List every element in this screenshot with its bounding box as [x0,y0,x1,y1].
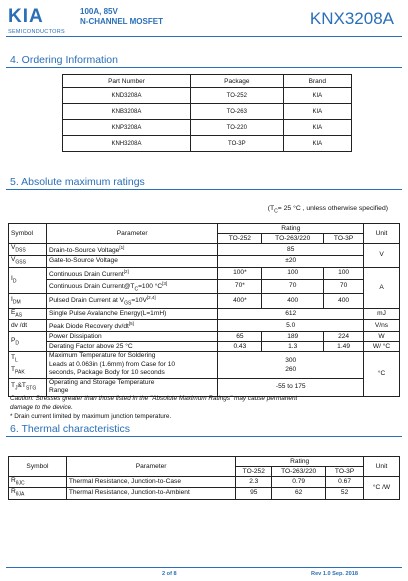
logo-subtitle: SEMICONDUCTORS [8,29,65,35]
header-cell: Unit [364,224,400,244]
unit-cell: °C /W [364,477,400,500]
company-logo: KIA [8,6,44,27]
value-cell: 70 [324,279,364,294]
value-cell: 400* [218,294,262,309]
value-cell: 189 [262,332,324,342]
parameter-cell: Pulsed Drain Current at $V_{GS}=10V[2,4]$ [46,294,217,309]
table-row [9,342,400,352]
symbol-cell: $V_{GSS}$ [9,256,47,267]
value-cell: 100 [324,267,364,279]
table-cell: TO-220 [190,120,283,136]
value-cell: 300 260 [218,352,364,379]
table-row [9,332,400,342]
header-cell: TO-263/220 [262,234,324,244]
table-row [9,294,400,309]
value-cell: 224 [324,332,364,342]
parameter-cell: Power Dissipation [46,332,217,342]
drain-current-note: * Drain current limited by maximum junction temperature. [10,413,172,420]
caution-note: Caution: Stresses greater than those listed in the "Absolute Maximum Ratings" may cause permanent [10,395,298,402]
section-thermal-title: 6. Thermal characteristics [10,423,131,435]
table-header-row [9,457,400,467]
value-cell: 62 [272,488,326,499]
value-cell: 400 [262,294,324,309]
parameter-cell: Operating and Storage Temperature Range [46,378,217,396]
value-cell: 0.43 [218,342,262,352]
table-row [9,244,400,256]
unit-cell: V/ns [364,320,400,332]
header-rating: 100A, 85V [80,7,118,16]
header-cell: Unit [364,457,400,477]
unit-cell: °C [364,352,400,397]
symbol-cell: $I_D$ [9,267,47,294]
table-cell: KND3208A [63,88,191,104]
value-cell: 52 [326,488,364,499]
header-cell: Rating [218,224,364,234]
value-cell: 0.79 [272,477,326,488]
value-cell: 2.3 [236,477,272,488]
section-divider [6,436,402,437]
table-cell: KIA [283,136,351,152]
table-cell: KIA [283,120,351,136]
value-cell: 95 [236,488,272,499]
table-row [9,378,400,396]
page-number: 2 of 8 [162,571,177,577]
table-row [63,88,352,104]
value-cell: 85 [218,244,364,256]
table-row [63,104,352,120]
table-row [9,279,400,294]
thermal-table [8,456,400,500]
parameter-cell: Thermal Resistance, Junction-to-Ambient [66,488,235,499]
parameter-cell: Single Pulse Avalanche Energy(L=1mH) [46,308,217,319]
value-cell: 5.0 [218,320,364,332]
symbol-cell: $R_{\theta JC}$ [9,477,67,488]
value-cell: 70 [262,279,324,294]
table-cell: KNH3208A [63,136,191,152]
header-divider [6,36,402,37]
test-condition: ($T_C= 25$ °C , unless otherwise specified) [267,205,388,215]
table-row [63,136,352,152]
parameter-cell: Thermal Resistance, Junction-to-Case [66,477,235,488]
parameter-cell: Derating Factor above 25 °C [46,342,217,352]
value-cell: -55 to 175 [218,378,364,396]
header-cell: TO-252 [218,234,262,244]
parameter-cell: Continuous Drain Current[2] [46,267,217,279]
section-absmax-title: 5. Absolute maximum ratings [10,176,145,188]
header-cell: Symbol [9,457,67,477]
table-row [9,267,400,279]
part-number: KNX3208A [309,9,394,28]
header-cell: Brand [283,75,351,88]
header-cell: Parameter [66,457,235,477]
table-row [63,120,352,136]
table-cell: KNP3208A [63,120,191,136]
symbol-cell: $I_{DM}$ [9,294,47,309]
parameter-cell: Gate-to-Source Voltage [46,256,217,267]
table-row [9,477,400,488]
symbol-cell: $T_J\&T_{STG}$ [9,378,47,396]
header-cell: Parameter [46,224,217,244]
table-row [9,256,400,267]
unit-cell: W/ °C [364,342,400,352]
parameter-cell: Drain-to-Source Voltage[1] [46,244,217,256]
ordering-table [62,74,352,152]
unit-cell: mJ [364,308,400,319]
value-cell: 100* [218,267,262,279]
header-cell: TO-3P [324,234,364,244]
section-ordering-title: 4. Ordering Information [10,54,118,66]
unit-cell: A [364,267,400,308]
table-row [9,352,400,379]
table-cell: TO-3P [190,136,283,152]
symbol-cell: $T_L$ $T_{PAK}$ [9,352,47,379]
value-cell: 1.3 [262,342,324,352]
header-cell: Part Number [63,75,191,88]
table-cell: TO-263 [190,104,283,120]
symbol-cell: $R_{\theta JA}$ [9,488,67,499]
table-cell: KIA [283,88,351,104]
section-divider [6,67,402,68]
table-header-row [9,224,400,234]
value-cell: 1.49 [324,342,364,352]
revision-info: Rev 1.0 Sep. 2018 [311,571,358,577]
value-cell: 0.67 [326,477,364,488]
header-cell: Package [190,75,283,88]
unit-cell: W [364,332,400,342]
header-device-type: N-CHANNEL MOSFET [80,17,163,26]
value-cell: 100 [262,267,324,279]
unit-cell: V [364,244,400,268]
section-divider [6,189,402,190]
header-cell: Rating [236,457,364,467]
parameter-cell: Maximum Temperature for Soldering Leads at 0.063in (1.6mm) from Case for 10 seconds, Package Body for 10 seconds [46,352,217,379]
symbol-cell: $P_D$ [9,332,47,352]
header-cell: TO-263/220 [272,467,326,477]
caution-note-cont: damage to the device. [10,404,73,411]
symbol-cell: $V_{DSS}$ [9,244,47,256]
parameter-cell: Peak Diode Recovery dv/dt[5] [46,320,217,332]
footer-divider [6,567,402,568]
table-cell: TO-252 [190,88,283,104]
header-cell: TO-252 [236,467,272,477]
table-cell: KNB3208A [63,104,191,120]
table-header-row [63,75,352,88]
table-row [9,308,400,319]
value-cell: 612 [218,308,364,319]
symbol-cell: dv /dt [9,320,47,332]
symbol-cell: $E_{AS}$ [9,308,47,319]
parameter-cell: Continuous Drain $Current@T_C=100$ °C[3] [46,279,217,294]
table-row [9,488,400,499]
header-cell: TO-3P [326,467,364,477]
header-cell: Symbol [9,224,47,244]
value-cell: ±20 [218,256,364,267]
table-cell: KIA [283,104,351,120]
absolute-max-table [8,223,400,397]
value-cell: 65 [218,332,262,342]
table-row [9,320,400,332]
value-cell: 70* [218,279,262,294]
value-cell: 400 [324,294,364,309]
